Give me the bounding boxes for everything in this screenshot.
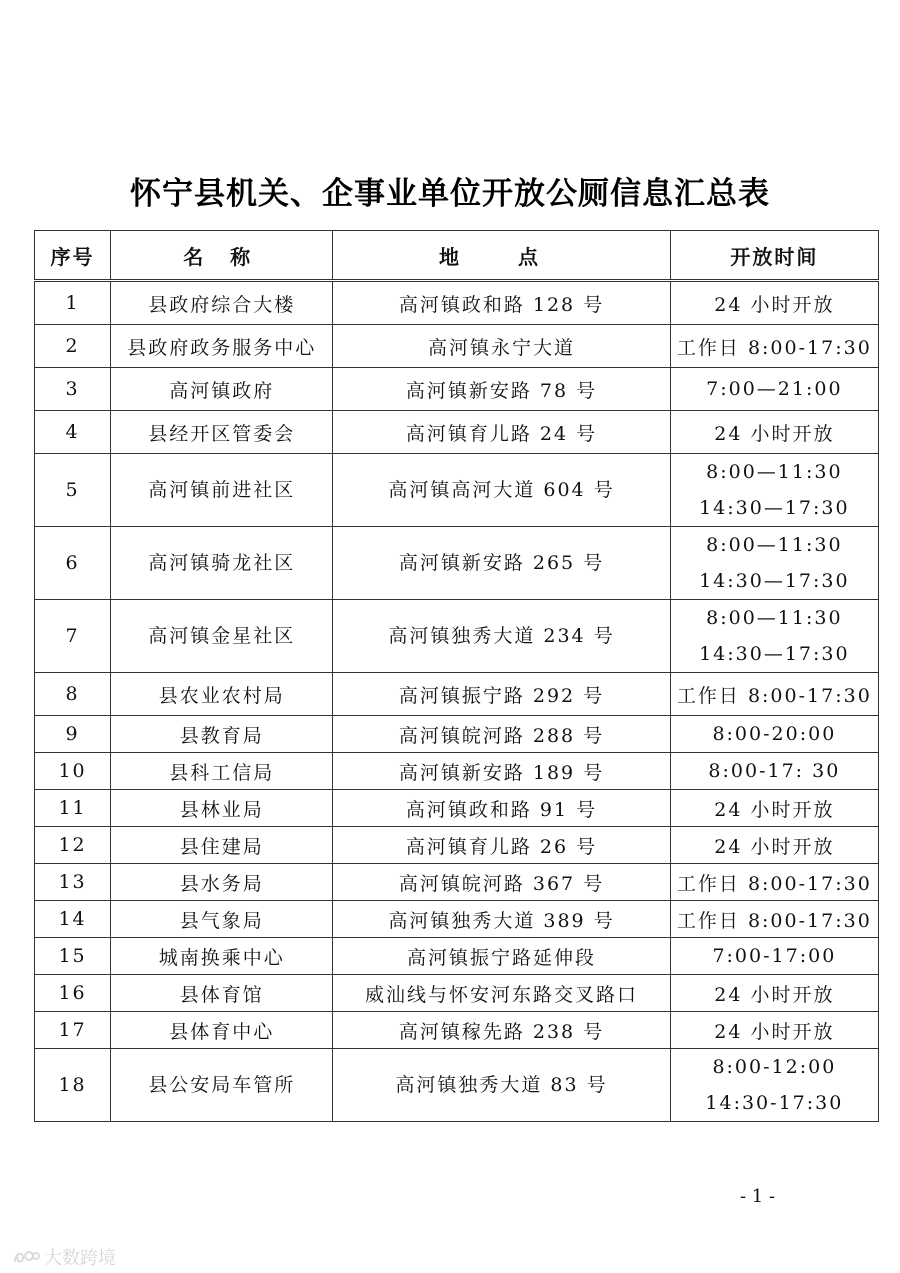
table-row <box>35 716 879 753</box>
watermark-text: 大数跨境 <box>44 1248 116 1269</box>
cell-no: 3 <box>35 368 111 411</box>
table-row <box>35 281 879 325</box>
table-row <box>35 864 879 901</box>
table-row <box>35 454 879 527</box>
open-time-line: 8:00-20:00 <box>712 723 837 745</box>
cell-address: 高河镇政和路 128 号 <box>333 281 670 325</box>
cell-address: 高河镇新安路 265 号 <box>333 527 670 600</box>
cell-no: 8 <box>35 673 111 716</box>
cell-no: 18 <box>35 1049 111 1122</box>
cell-name: 县体育馆 <box>111 975 333 1012</box>
open-time-line: 8:00-12:00 <box>712 1056 837 1078</box>
table-row <box>35 673 879 716</box>
cell-no: 2 <box>35 325 111 368</box>
cell-name: 县体育中心 <box>111 1012 333 1049</box>
table-row <box>35 368 879 411</box>
page-title: 怀宁县机关、企事业单位开放公厕信息汇总表 <box>130 176 770 212</box>
cell-address: 高河镇育儿路 24 号 <box>333 411 670 454</box>
cell-no: 12 <box>35 827 111 864</box>
cell-no: 4 <box>35 411 111 454</box>
open-time-line: 24 小时开放 <box>714 983 835 1006</box>
cell-open-time <box>670 325 878 368</box>
cell-open-time <box>670 864 878 901</box>
open-time-line: 7:00-17:00 <box>712 945 837 967</box>
cell-address: 高河镇育儿路 26 号 <box>333 827 670 864</box>
table-row <box>35 600 879 673</box>
cell-open-time <box>670 716 878 753</box>
cell-open-time <box>670 1049 878 1122</box>
cell-name: 高河镇前进社区 <box>111 454 333 527</box>
cell-address: 高河镇皖河路 288 号 <box>333 716 670 753</box>
cell-no: 17 <box>35 1012 111 1049</box>
open-time-line: 8:00—11:30 <box>706 534 843 556</box>
cell-no: 7 <box>35 600 111 673</box>
cell-name: 县政府政务服务中心 <box>111 325 333 368</box>
cell-open-time <box>670 753 878 790</box>
cell-open-time <box>670 527 878 600</box>
table-row <box>35 1049 879 1122</box>
cell-no: 9 <box>35 716 111 753</box>
cell-name: 县林业局 <box>111 790 333 827</box>
cell-name: 县公安局车管所 <box>111 1049 333 1122</box>
cell-name: 县农业农村局 <box>111 673 333 716</box>
toilet-summary-table <box>34 230 879 1122</box>
cell-address: 高河镇振宁路延伸段 <box>333 938 670 975</box>
open-time-line: 工作日 8:00-17:30 <box>676 909 872 932</box>
open-time-line: 工作日 8:00-17:30 <box>676 684 872 707</box>
cell-address: 高河镇皖河路 367 号 <box>333 864 670 901</box>
open-time-line: 14:30—17:30 <box>699 643 850 665</box>
table-row <box>35 753 879 790</box>
cell-address: 高河镇稼先路 238 号 <box>333 1012 670 1049</box>
cell-open-time <box>670 938 878 975</box>
open-time-line: 工作日 8:00-17:30 <box>676 872 872 895</box>
cell-no: 5 <box>35 454 111 527</box>
cell-no: 11 <box>35 790 111 827</box>
open-time-line: 14:30—17:30 <box>699 570 850 592</box>
cell-address: 威汕线与怀安河东路交叉路口 <box>333 975 670 1012</box>
open-time-line: 24 小时开放 <box>714 293 835 316</box>
open-time-line: 24 小时开放 <box>714 798 835 821</box>
cell-name: 县经开区管委会 <box>111 411 333 454</box>
table-row <box>35 975 879 1012</box>
cell-name: 高河镇金星社区 <box>111 600 333 673</box>
cell-no: 10 <box>35 753 111 790</box>
cell-name: 县水务局 <box>111 864 333 901</box>
cell-name: 高河镇政府 <box>111 368 333 411</box>
cell-address: 高河镇政和路 91 号 <box>333 790 670 827</box>
cell-address: 高河镇独秀大道 234 号 <box>333 600 670 673</box>
cell-open-time <box>670 281 878 325</box>
cell-open-time <box>670 790 878 827</box>
cell-no: 15 <box>35 938 111 975</box>
cell-address: 高河镇振宁路 292 号 <box>333 673 670 716</box>
cell-open-time <box>670 368 878 411</box>
open-time-line: 24 小时开放 <box>714 422 835 445</box>
header-address: 地 点 <box>333 231 670 281</box>
cell-address: 高河镇永宁大道 <box>333 325 670 368</box>
open-time-line: 14:30—17:30 <box>699 497 850 519</box>
page-number: - 1 - <box>740 1186 776 1207</box>
cell-no: 14 <box>35 901 111 938</box>
cell-open-time <box>670 454 878 527</box>
table-row <box>35 790 879 827</box>
table-header-row <box>35 231 879 281</box>
cell-open-time <box>670 600 878 673</box>
table-row <box>35 411 879 454</box>
cell-open-time <box>670 673 878 716</box>
cell-name: 高河镇骑龙社区 <box>111 527 333 600</box>
header-name: 名 称 <box>111 231 333 281</box>
cell-name: 县气象局 <box>111 901 333 938</box>
cell-name: 城南换乘中心 <box>111 938 333 975</box>
watermark <box>12 1244 116 1270</box>
brand-logo-icon <box>12 1248 40 1266</box>
cell-name: 县教育局 <box>111 716 333 753</box>
cell-no: 13 <box>35 864 111 901</box>
cell-address: 高河镇新安路 78 号 <box>333 368 670 411</box>
open-time-line: 24 小时开放 <box>714 1020 835 1043</box>
table-row <box>35 827 879 864</box>
cell-open-time <box>670 827 878 864</box>
cell-address: 高河镇新安路 189 号 <box>333 753 670 790</box>
cell-address: 高河镇独秀大道 83 号 <box>333 1049 670 1122</box>
open-time-line: 14:30-17:30 <box>705 1092 844 1114</box>
table-row <box>35 901 879 938</box>
open-time-line: 工作日 8:00-17:30 <box>676 336 872 359</box>
cell-open-time <box>670 411 878 454</box>
open-time-line: 7:00—21:00 <box>706 378 843 400</box>
cell-no: 16 <box>35 975 111 1012</box>
open-time-line: 8:00—11:30 <box>706 461 843 483</box>
open-time-line: 8:00—11:30 <box>706 607 843 629</box>
open-time-line: 24 小时开放 <box>714 835 835 858</box>
header-no: 序号 <box>35 231 111 281</box>
cell-open-time <box>670 901 878 938</box>
cell-open-time <box>670 1012 878 1049</box>
cell-name: 县政府综合大楼 <box>111 281 333 325</box>
cell-address: 高河镇高河大道 604 号 <box>333 454 670 527</box>
cell-name: 县住建局 <box>111 827 333 864</box>
cell-no: 1 <box>35 281 111 325</box>
table-row <box>35 938 879 975</box>
table-row <box>35 527 879 600</box>
table-row <box>35 325 879 368</box>
cell-no: 6 <box>35 527 111 600</box>
header-open-time: 开放时间 <box>670 231 878 281</box>
open-time-line: 8:00-17: 30 <box>708 760 841 782</box>
table-row <box>35 1012 879 1049</box>
cell-address: 高河镇独秀大道 389 号 <box>333 901 670 938</box>
cell-name: 县科工信局 <box>111 753 333 790</box>
table-body <box>35 281 879 1122</box>
cell-open-time <box>670 975 878 1012</box>
